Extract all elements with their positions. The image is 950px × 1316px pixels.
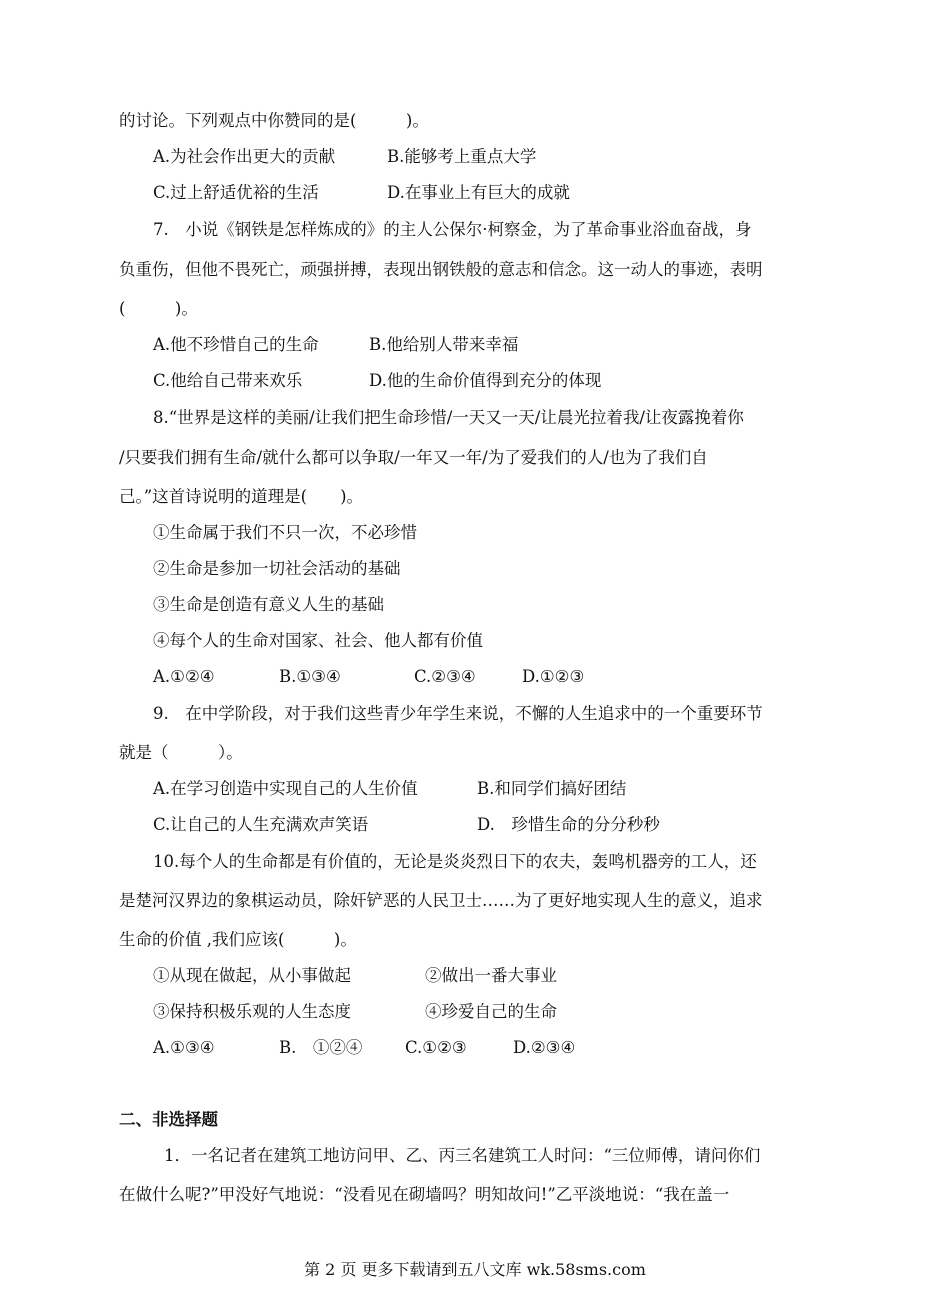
q7-options-row-2 [153, 370, 873, 392]
q6-options-row-1 [153, 146, 873, 168]
q7-stem-line-1: 7. 小说《钢铁是怎样炼成的》的主人公保尔·柯察金，为了革命事业浴血奋战，身 [153, 220, 752, 239]
q8-options-row [153, 666, 873, 688]
q10-statement-4: ④珍爱自己的生命 [425, 1002, 557, 1021]
q6-option-d: D.在事业上有巨大的成就 [387, 183, 570, 202]
q10-option-d: D.②③④ [513, 1038, 576, 1057]
q7-option-a: A.他不珍惜自己的生命 [153, 335, 319, 354]
q6-stem-continuation: 的讨论。下列观点中你赞同的是( )。 [119, 111, 429, 130]
q7-option-c: C.他给自己带来欢乐 [153, 371, 303, 390]
q8-option-b: B.①③④ [279, 667, 341, 686]
q10-statements-row-1 [153, 965, 873, 987]
q9-option-b: B.和同学们搞好团结 [477, 779, 627, 798]
q6-options-row-2 [153, 182, 873, 204]
s2-q1-line-1: 1．一名记者在建筑工地访问甲、乙、丙三名建筑工人时问：“三位师傅，请问你们 [164, 1146, 761, 1165]
q8-statement-2: ②生命是参加一切社会活动的基础 [153, 559, 401, 578]
q7-option-d: D.他的生命价值得到充分的体现 [369, 371, 602, 390]
q10-statement-3: ③保持积极乐观的人生态度 [153, 1002, 351, 1021]
q7-options-row-1 [153, 334, 873, 356]
q6-option-c: C.过上舒适优裕的生活 [153, 183, 319, 202]
s2-q1-line-2: 在做什么呢?”甲没好气地说：“没看见在砌墙吗？明知故问!”乙平淡地说：“我在盖一 [119, 1185, 730, 1204]
q8-statement-3: ③生命是创造有意义人生的基础 [153, 595, 384, 614]
q10-option-a: A.①③④ [153, 1038, 215, 1057]
q9-options-row-2 [153, 814, 873, 836]
q10-options-row [153, 1037, 873, 1059]
q8-statement-4: ④每个人的生命对国家、社会、他人都有价值 [153, 631, 483, 650]
q10-option-b: B. ①②④ [279, 1038, 363, 1057]
q8-statement-1: ①生命属于我们不只一次，不必珍惜 [153, 523, 417, 542]
q9-options-row-1 [153, 778, 873, 800]
q10-stem-line-3: 生命的价值 ,我们应该( )。 [119, 930, 357, 949]
q10-statement-2: ②做出一番大事业 [425, 966, 557, 985]
q6-option-a: A.为社会作出更大的贡献 [153, 147, 336, 166]
q7-stem-line-2: 负重伤，但他不畏死亡，顽强拼搏，表现出钢铁般的意志和信念。这一动人的事迹，表明 [119, 260, 763, 279]
q8-option-d: D.①②③ [522, 667, 585, 686]
q9-stem-line-1: 9. 在中学阶段，对于我们这些青少年学生来说，不懈的人生追求中的一个重要环节 [153, 704, 763, 723]
q8-option-c: C.②③④ [414, 667, 476, 686]
q9-stem-line-2: 就是（ ）。 [119, 743, 243, 762]
q7-stem-line-3: ( )。 [119, 299, 198, 318]
q9-option-a: A.在学习创造中实现自己的人生价值 [153, 779, 418, 798]
q8-stem-line-1: 8.“世界是这样的美丽/让我们把生命珍惜/一天又一天/让晨光拉着我/让夜露挽着你 [153, 408, 744, 427]
q8-option-a: A.①②④ [153, 667, 215, 686]
q10-stem-line-1: 10.每个人的生命都是有价值的，无论是炎炎烈日下的农夫，轰鸣机器旁的工人，还 [153, 852, 757, 871]
q7-option-b: B.他给别人带来幸福 [369, 335, 519, 354]
q10-option-c: C.①②③ [405, 1038, 467, 1057]
q10-stem-line-2: 是楚河汉界边的象棋运动员，除奸铲恶的人民卫士……为了更好地实现人生的意义，追求 [119, 891, 763, 910]
q9-option-c: C.让自己的人生充满欢声笑语 [153, 815, 369, 834]
section-heading: 二、非选择题 [119, 1110, 218, 1129]
q10-statement-1: ①从现在做起，从小事做起 [153, 966, 351, 985]
page-footer: 第 2 页 更多下载请到五八文库 wk.58sms.com [304, 1260, 646, 1279]
q8-stem-line-2: /只要我们拥有生命/就什么都可以争取/一年又一年/为了爱我们的人/也为了我们自 [119, 448, 708, 467]
q6-option-b: B.能够考上重点大学 [387, 147, 537, 166]
q8-stem-line-3: 己。”这首诗说明的道理是( )。 [119, 487, 364, 506]
q10-statements-row-2 [153, 1001, 873, 1023]
q9-option-d: D. 珍惜生命的分分秒秒 [477, 815, 660, 834]
